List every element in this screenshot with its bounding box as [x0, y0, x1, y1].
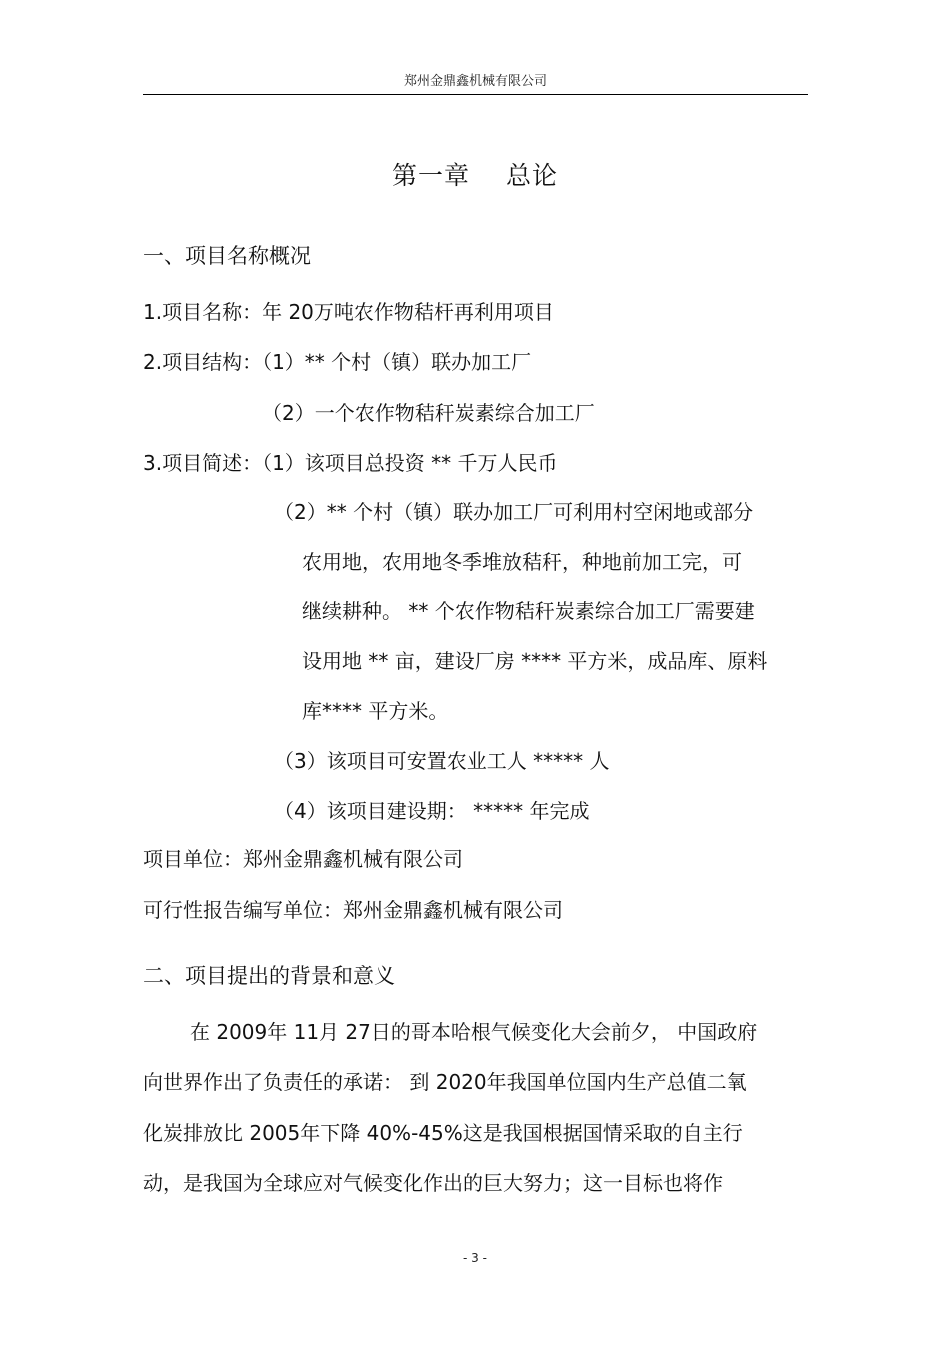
project-summary-2-l1: （2）** 个村（镇）联办加工厂可利用村空闲地或部分: [274, 500, 754, 524]
section2-heading: 二、项目提出的背景和意义: [143, 964, 395, 988]
project-structure-2: （2）一个农作物秸秆炭素综合加工厂: [262, 401, 595, 425]
paragraph-line-2: 向世界作出了负责任的承诺： 到 2020年我国单位国内生产总值二氧: [143, 1070, 747, 1094]
section1-heading: 一、项目名称概况: [143, 244, 311, 268]
chapter-name: 总论: [506, 161, 559, 190]
project-unit: 项目单位：郑州金鼎鑫机械有限公司: [143, 847, 463, 871]
project-summary-3: （3）该项目可安置农业工人 ***** 人: [274, 749, 610, 773]
project-summary-2-l5: 库**** 平方米。: [302, 699, 449, 723]
project-summary: 3.项目简述：（1）该项目总投资 ** 千万人民币: [143, 451, 558, 475]
header-rule: [143, 94, 808, 95]
paragraph-line-4: 动，是我国为全球应对气候变化作出的巨大努力；这一目标也将作: [143, 1171, 723, 1195]
page-number: - 3 -: [463, 1251, 487, 1265]
project-summary-2-l4: 设用地 ** 亩，建设厂房 **** 平方米，成品库、原料: [302, 649, 768, 673]
report-unit: 可行性报告编写单位：郑州金鼎鑫机械有限公司: [143, 898, 563, 922]
paragraph-line-1: 在 2009年 11月 27日的哥本哈根气候变化大会前夕， 中国政府: [190, 1020, 758, 1044]
project-summary-4: （4）该项目建设期： ***** 年完成: [274, 799, 590, 823]
running-header: 郑州金鼎鑫机械有限公司: [403, 74, 547, 89]
project-summary-2-l3: 继续耕种。 ** 个农作物秸秆炭素综合加工厂需要建: [302, 599, 755, 623]
project-structure: 2.项目结构：（1）** 个村（镇）联办加工厂: [143, 350, 532, 374]
project-name: 1.项目名称：年 20万吨农作物秸杆再利用项目: [143, 300, 554, 324]
chapter-title: [0, 156, 950, 192]
chapter-number: 第一章: [391, 161, 470, 190]
paragraph-line-3: 化炭排放比 2005年下降 40%-45%这是我国根据国情采取的自主行: [143, 1121, 743, 1145]
project-summary-2-l2: 农用地，农用地冬季堆放秸秆，种地前加工完，可: [302, 550, 742, 574]
